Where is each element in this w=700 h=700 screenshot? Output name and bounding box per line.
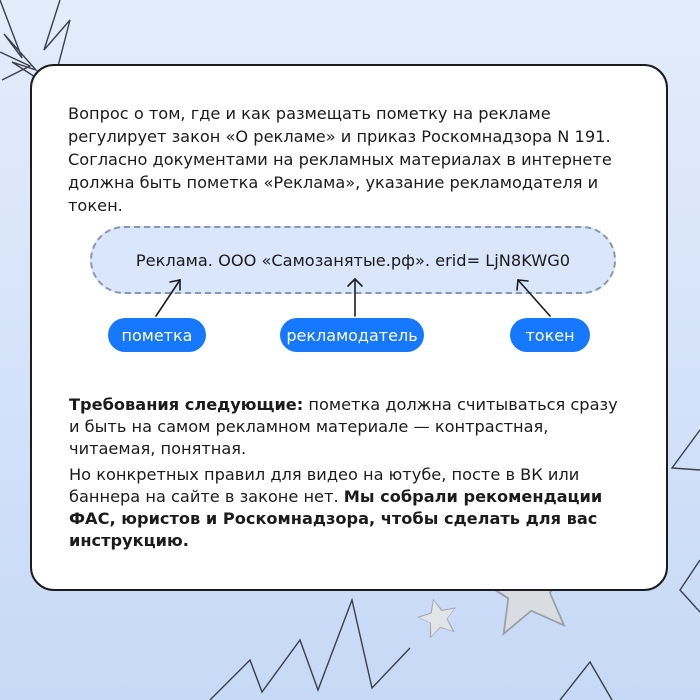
requirements-text: пометка должна считываться сразу и быть на самом рекламном материале — контрастная, читаемая, понятная. bbox=[69, 395, 618, 458]
label-advertiser bbox=[280, 318, 424, 352]
requirements-paragraph bbox=[69, 394, 629, 460]
example-ad-marking-text: Реклама. ООО «Самозанятые.рф». erid= LjN8KWG0 bbox=[135, 250, 571, 270]
label-marking bbox=[108, 318, 206, 352]
content-card bbox=[30, 64, 668, 591]
recommendations-paragraph bbox=[69, 464, 629, 552]
recommendations-text: Но конкретных правил для видео на ютубе, посте в ВК или баннера на сайте в законе нет. bbox=[69, 465, 580, 506]
label-token bbox=[510, 318, 590, 352]
recommendations-bold-text: Мы собрали рекомендации ФАС, юристов и Роскомнадзора, чтобы сделать для вас инструкцию. bbox=[69, 487, 603, 550]
example-ad-marking bbox=[90, 226, 616, 294]
sparkle-lines-right bbox=[672, 430, 700, 612]
intro-text: Вопрос о том, где и как размещать пометку на рекламе регулирует закон «О рекламе» и приказ Роскомнадзора N 191. Согласно документами на рекламных материалах в интернете должна быть пометка «Реклама», указание рекламодателя и токен. bbox=[68, 104, 612, 215]
requirements-heading: Требования следующие: bbox=[69, 395, 304, 414]
star-small bbox=[414, 594, 462, 641]
label-marking-text: пометка bbox=[121, 325, 193, 345]
label-advertiser-text: рекламодатель bbox=[286, 325, 418, 345]
label-token-text: токен bbox=[525, 325, 575, 345]
